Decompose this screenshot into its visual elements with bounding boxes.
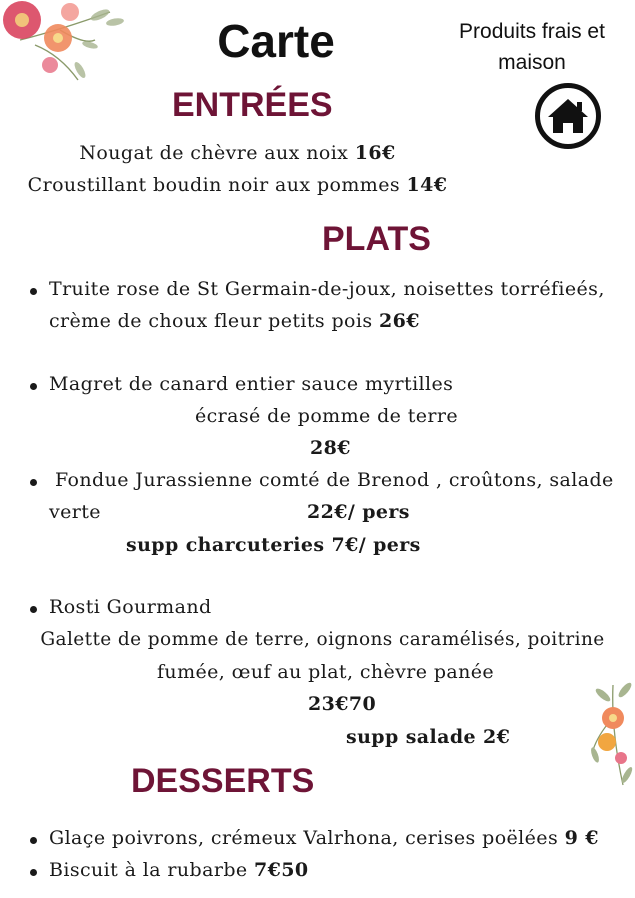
bullet — [30, 479, 37, 486]
plat-price: 28€ — [310, 437, 351, 459]
entree-item — [0, 174, 475, 196]
plat-truite-line-2 — [49, 310, 420, 332]
plat-magret-line-1: Magret de canard entier sauce myrtilles — [49, 373, 454, 395]
plat-magret-line-2: écrasé de pomme de terre — [195, 405, 459, 427]
section-heading-entrees: ENTRÉES — [172, 86, 333, 124]
plat-price: 23€70 — [308, 693, 377, 715]
bullet — [30, 288, 37, 295]
bullet — [30, 383, 37, 390]
menu-title: Carte — [217, 15, 335, 67]
plat-price: 26€ — [378, 310, 420, 332]
dessert-price: 9 € — [564, 827, 599, 849]
plat-fondue-line-1: Fondue Jurassienne comté de Brenod , croûtons, salade — [55, 469, 614, 491]
plat-price: 22€/ pers — [307, 501, 410, 523]
plat-rosti-line-1: Rosti Gourmand — [49, 596, 212, 618]
tagline — [432, 16, 632, 78]
plat-rosti-line-2: Galette de pomme de terre, oignons caramélisés, poitrine — [40, 629, 605, 650]
dessert-name: Glaçe poivrons, crémeux Valrhona, cerises poëlées — [49, 827, 559, 849]
dessert-name: Biscuit à la rubarbe — [49, 859, 254, 881]
bullet — [30, 869, 37, 876]
home-badge — [535, 83, 601, 149]
entree-item — [0, 142, 475, 164]
entree-name: Croustillant boudin noir aux pommes — [27, 174, 400, 196]
plat-fondue-line-2: verte — [49, 501, 101, 523]
plat-desc: crème de choux fleur petits pois — [49, 310, 373, 332]
plat-supplement: supp salade 2€ — [346, 726, 511, 748]
tagline-line-1: Produits frais et — [459, 20, 605, 43]
home-icon — [540, 88, 596, 144]
plat-supplement: supp charcuteries 7€/ pers — [126, 534, 421, 556]
section-heading-plats: PLATS — [322, 220, 431, 258]
flower-sprig-icon — [583, 680, 635, 790]
section-heading-desserts: DESSERTS — [131, 762, 315, 800]
entree-price: 14€ — [406, 174, 448, 196]
tagline-line-2: maison — [498, 51, 566, 74]
entree-price: 16€ — [354, 142, 396, 164]
dessert-price: 7€50 — [253, 859, 309, 881]
bullet — [30, 837, 37, 844]
dessert-item — [49, 827, 599, 849]
dessert-item — [49, 859, 308, 881]
bullet — [30, 606, 37, 613]
plat-truite-line-1: Truite rose de St Germain-de-joux, noisettes torréfieés, — [49, 278, 605, 300]
entree-name: Nougat de chèvre aux noix — [79, 142, 349, 164]
plat-rosti-line-3: fumée, œuf au plat, chèvre panée — [157, 661, 495, 683]
